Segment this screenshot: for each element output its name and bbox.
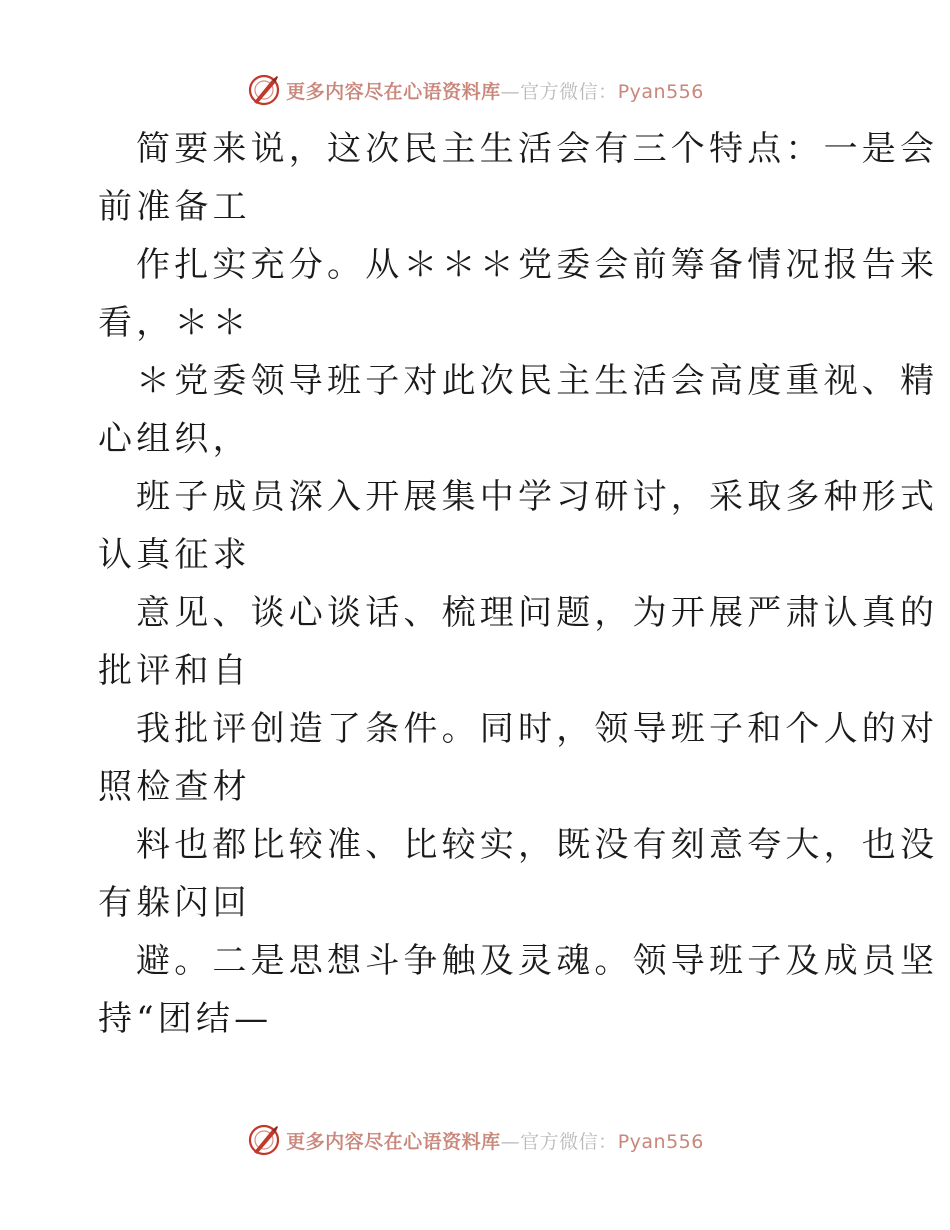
body-line: 作扎实充分。从＊＊＊党委会前筹备情况报告来 xyxy=(136,245,939,285)
body-line: 心组织， xyxy=(98,419,251,459)
banner-text: 更多内容尽在心语资料库—官方微信：Pyan556 xyxy=(286,1130,704,1153)
body-line: 前准备工 xyxy=(98,187,251,227)
body-line: ＊党委领导班子对此次民主生活会高度重视、精 xyxy=(136,361,939,401)
footer-banner xyxy=(0,1120,950,1160)
banner-text: 更多内容尽在心语资料库—官方微信：Pyan556 xyxy=(286,80,704,103)
body-line: 避。二是思想斗争触及灵魂。领导班子及成员坚 xyxy=(136,941,939,981)
quill-pen-logo-icon xyxy=(246,72,282,108)
body-line: 简要来说，这次民主生活会有三个特点：一是会 xyxy=(136,129,939,169)
body-line: 看，＊＊ xyxy=(98,303,251,343)
body-line: 照检查材 xyxy=(98,767,251,807)
body-line: 有躲闪回 xyxy=(98,883,251,923)
body-line: 批评和自 xyxy=(98,651,251,691)
body-line: 意见、谈心谈话、梳理问题，为开展严肃认真的 xyxy=(136,593,939,633)
body-line: 班子成员深入开展集中学习研讨，采取多种形式 xyxy=(136,477,939,517)
body-line: 持“团结— xyxy=(98,999,273,1039)
quill-pen-logo-icon xyxy=(246,1122,282,1158)
document-body xyxy=(98,120,939,1048)
body-line: 认真征求 xyxy=(98,535,251,575)
body-line: 料也都比较准、比较实，既没有刻意夸大，也没 xyxy=(136,825,939,865)
body-line: 我批评创造了条件。同时，领导班子和个人的对 xyxy=(136,709,939,749)
header-banner xyxy=(0,70,950,110)
